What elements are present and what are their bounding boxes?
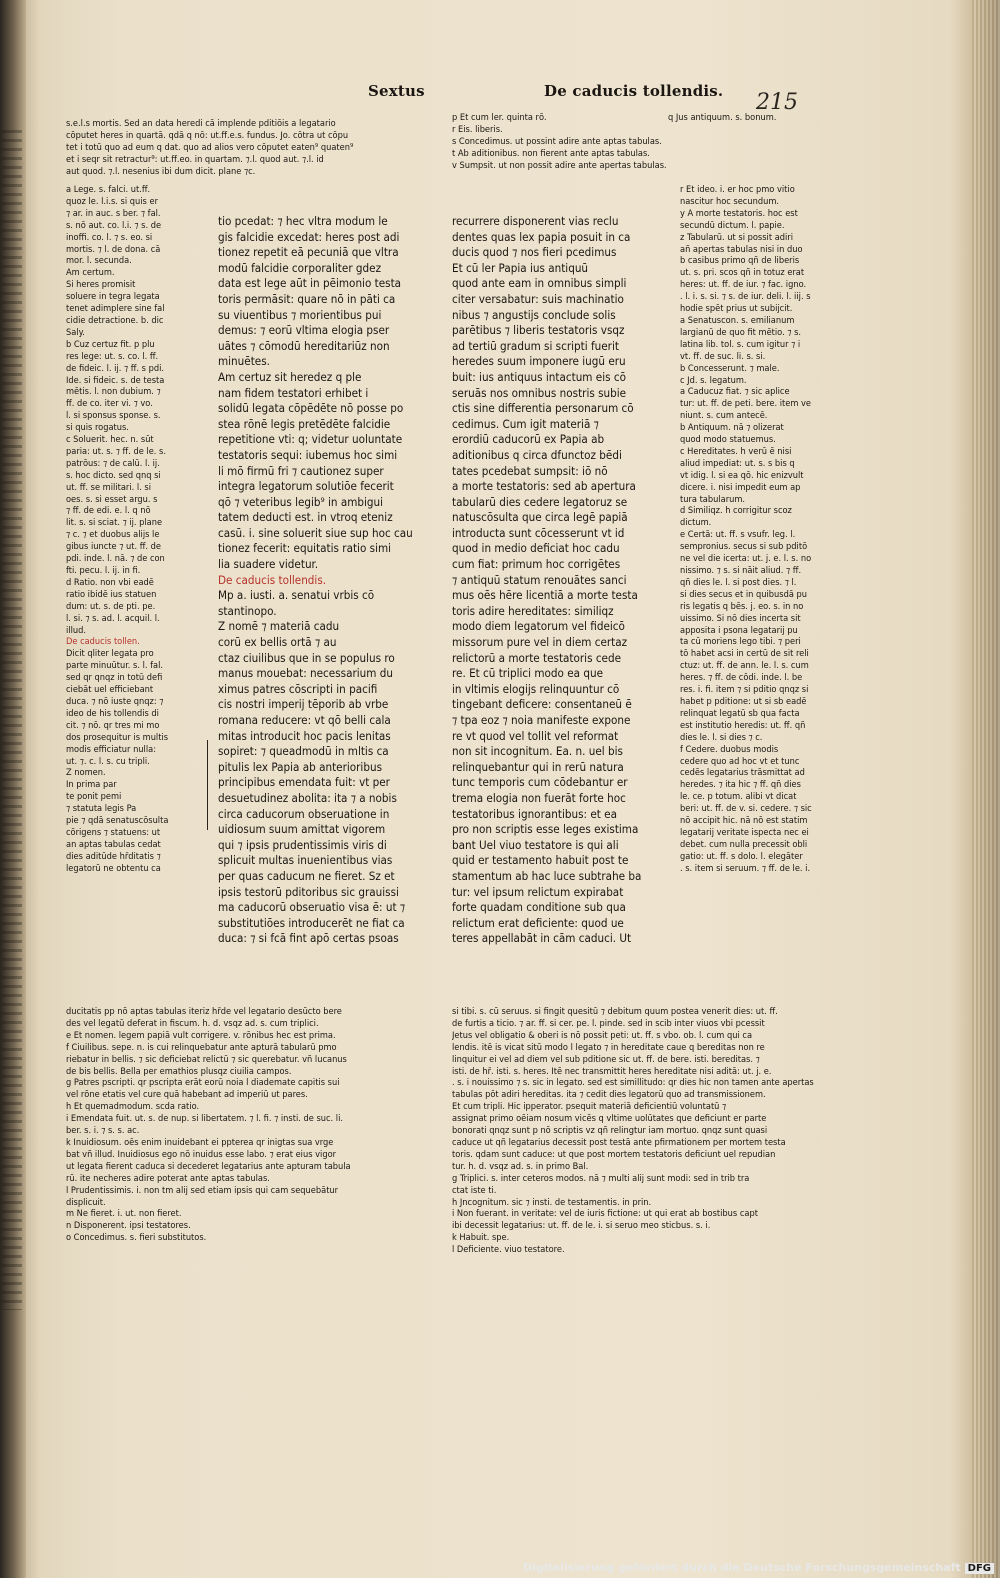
text-line: tabularū dies cedere legatoruz se — [452, 494, 628, 509]
text-line: buit: ius antiquus intactum eis cō — [452, 369, 626, 384]
text-line: sed qr qnqz in totū defi — [66, 672, 163, 684]
text-line: ne vel die icerta: ut. j. e. l. s. no — [680, 553, 812, 565]
text-line: testatoris sequi: iubemus hoc simi — [218, 447, 398, 462]
text-line: assignat primo oēiam nosum vicēs q vltime uolūtates que deficiunt er parte — [452, 1113, 767, 1125]
running-header-right: De caducis tollendis. — [544, 82, 724, 100]
text-line: su viuentibus ⁊ morientibus pui — [218, 307, 382, 322]
text-line: v Sumpsit. ut non possit adire ante apertas tabulas. — [452, 159, 667, 171]
digitization-credit — [523, 1561, 994, 1574]
text-line: s. nō aut. co. l.i. ⁊ s. de — [66, 219, 162, 231]
text-line: s. hoc dicto. sed qnq si — [66, 469, 161, 481]
text-line: b Cuz certuz fit. p plu — [66, 338, 155, 350]
text-line: a Caducuz fiat. ⁊ sic aplice — [680, 386, 790, 398]
text-line: quod modo statuemus. — [680, 434, 776, 446]
text-line: Dicit qliter legata pro — [66, 648, 154, 660]
text-line: i Non fuerant. in veritate: vel de iuris fictione: ut qui erat ab bostibus capt — [452, 1208, 758, 1220]
text-line: dentes quas lex papia posuit in ca — [452, 229, 631, 244]
text-line: cum fiat: primum hoc corrigētes — [452, 557, 621, 572]
text-line: tatem deducti est. in vtroq eteniz — [218, 510, 393, 525]
text-line: o Concedimus. s. fieri substitutos. — [66, 1232, 207, 1244]
text-line: erordiū caducorū ex Papia ab — [452, 432, 605, 447]
text-line: Z nomē ⁊ materiā cadu — [218, 619, 340, 634]
text-line: aditionibus q circa dfunctoz bēdi — [452, 447, 622, 462]
text-line: b casibus primo qñ de liberis — [680, 255, 800, 267]
text-line: rū. ite necheres adire poterat ante aptas tabulas. — [66, 1172, 270, 1184]
text-line: pro non scriptis esse leges existima — [452, 822, 639, 837]
text-line: cōrigens ⁊ statuens: ut — [66, 826, 161, 838]
text-line: De caducis tollendis. — [218, 572, 327, 587]
text-line: Am certuz sit heredez q ple — [218, 369, 362, 384]
text-line: habet p pditione: ut si sb eadē — [680, 695, 807, 707]
text-line: tur: vel ipsum relictum expirabat — [452, 884, 624, 899]
text-line: quid er testamento habuit post te — [452, 853, 629, 868]
text-line: pdi. inde. l. nā. ⁊ de con — [66, 553, 165, 565]
text-line: c Soluerit. hec. n. sūt — [66, 434, 154, 446]
text-line: romana reducere: vt qō belli cala — [218, 713, 391, 727]
text-line: in vltimis elogijs relinquuntur cō — [452, 681, 620, 696]
text-line: d Similiqz. h corrigitur scoz — [680, 505, 792, 517]
text-line: uātes ⁊ cōmodū hereditariūz non — [218, 338, 390, 353]
page-edge-stack — [972, 0, 1000, 1578]
text-line: t Ab aditionibus. non fierent ante aptas tabulas. — [452, 147, 650, 159]
text-line: e Certā: ut. ff. s vsufr. leg. l. — [680, 529, 796, 541]
text-line: duca: ⁊ si fcā fint apō certas psoas — [218, 931, 399, 946]
text-line: ut legata fierent caduca si decederet legatarius ante apturam tabula — [66, 1160, 351, 1172]
text-line: stamentum ab hac luce subtrahe ba — [452, 868, 642, 883]
text-line: l. si sponsus sponse. s. — [66, 410, 161, 422]
text-line: h Jncognitum. sic ⁊ insti. de testamentis. in prin. — [452, 1196, 652, 1208]
text-line: demus: ⁊ eorū vltima elogia pser — [218, 323, 390, 338]
text-line: ta cū moriens lego tibi. ⁊ peri — [680, 636, 801, 648]
text-line: Jetus vel obligatio & oberi is nō possit peti: ut. ff. s vbo. ob. l. cum qui ca — [452, 1029, 753, 1041]
text-line: p Et cum ler. quinta rō. — [452, 112, 547, 123]
text-line: tionez repetit eā pecuniā que vltra — [218, 245, 399, 260]
text-line: circa caducorum obseruatione in — [218, 806, 390, 821]
page-number: 215 — [756, 90, 798, 115]
text-line: relictum erat deficiente: quod ue — [452, 915, 624, 930]
text-line: legatorū ne obtentu ca — [66, 862, 161, 874]
text-line: relinquebantur qui in rerū natura — [452, 759, 624, 774]
text-line: li mō firmū fri ⁊ cautionez super — [218, 463, 384, 478]
text-line: lendis. itē is vicat sitū modo l legato ⁊ in hereditate caue q bereditas non re — [452, 1041, 765, 1053]
text-line: ⁊ tpa eoz ⁊ noia manifeste expone — [452, 713, 631, 727]
text-line: r Et ideo. i. er hoc pmo vitio — [680, 184, 795, 195]
text-line: . s. i nouissimo ⁊ s. sic in legato. sed est simillitudo: qr dies hic non tamen ante apertas — [452, 1077, 814, 1089]
text-line: sempronius. secus si sub pditō — [680, 541, 808, 553]
text-line: trema elogia non fuerāt forte hoc — [452, 790, 626, 805]
text-line: ctaz ciuilibus que in se populus ro — [218, 650, 395, 665]
text-line: ⁊ c. ⁊ et duobus alijs le — [66, 529, 160, 541]
text-line: res lege: ut. s. co. l. ff. — [66, 350, 159, 362]
text-line: cit. ⁊ nō. qr tres mi mo — [66, 719, 160, 731]
text-line: paria: ut. s. ⁊ ff. de le. s. — [66, 445, 166, 457]
text-line: ber. s. i. ⁊ s. s. ac. — [66, 1125, 140, 1137]
text-line: ma caducorū obseruatio visa ē: ut ⁊ — [218, 900, 406, 915]
text-line: non sit incognitum. Ea. n. uel bis — [452, 744, 623, 759]
text-line: nascitur hoc secundum. — [680, 195, 779, 207]
text-line: legatarij veritate ispecta nec ei — [680, 826, 809, 838]
text-line: si quis rogatus. — [66, 422, 129, 434]
text-line: Am certum. — [66, 267, 115, 279]
text-line: patrōus: ⁊ de calū. l. ij. — [66, 457, 160, 469]
text-line: sopiret: ⁊ queadmodū in mltis ca — [218, 744, 389, 759]
text-line: ducis quod ⁊ nos fieri pcedimus — [452, 245, 617, 260]
text-line: toris. qdam sunt caduce: ut que post mortem testatoris deficiunt uel repudian — [452, 1148, 776, 1160]
text-line: aliud impediat: ut. s. s bis q — [680, 457, 795, 469]
text-line: vt. ff. de suc. li. s. si. — [680, 350, 766, 362]
text-line: mitas introducit hoc pacis lenitas — [218, 728, 391, 743]
text-line: stantinopo. — [218, 603, 277, 618]
right-gloss-column — [680, 184, 850, 1006]
bottom-right-gloss — [452, 1006, 852, 1278]
left-gloss-column — [66, 184, 214, 1006]
text-line: substitutiōes introducerēt ne fiat ca — [218, 915, 405, 930]
facing-page-edge — [2, 130, 22, 1310]
text-line: seruās nos omnibus nostris subie — [452, 385, 627, 400]
text-line: est institutio heredis: ut. ff. qñ — [680, 719, 806, 731]
binding-gutter — [0, 0, 26, 1578]
dfg-logo: DFG — [965, 1563, 994, 1574]
text-line: ad tertiū gradum si scripti fuerit — [452, 338, 619, 353]
text-line: mus oēs hēre licentiā a morte testa — [452, 588, 638, 603]
text-line: ideo de his tollendis di — [66, 707, 159, 719]
text-line: heres. ⁊ ff. de cōdi. inde. l. be — [680, 672, 803, 684]
text-line: apposita i psona legatarij pu — [680, 624, 798, 636]
top-left-gloss — [66, 118, 448, 184]
text-line: per quas caducum ne fieret. Sz et — [218, 868, 395, 883]
text-line: a Senatuscon. s. emilianum — [680, 314, 795, 326]
text-line: Et cum tripli. Hic ipperator. psequit materiā deficientiū voluntatū ⁊ — [452, 1101, 727, 1113]
text-line: tabulas pōt adiri hereditas. ita ⁊ cedit dies legatorū quo ad transmissionem. — [452, 1089, 766, 1101]
text-line: tet i totū quo ad eum q dat. quo ad alios vero cōputet eaten⁹ quaten⁹ — [66, 141, 354, 153]
main-text-column-2 — [452, 214, 674, 1008]
main-text-column-1 — [218, 214, 448, 1008]
text-line: re vt quod vel tollit vel reformat — [452, 728, 619, 743]
text-line: vt idig. l. si ea qō. hic enizvult — [680, 469, 804, 481]
text-line: tio pcedat: ⁊ hec vltra modum le — [218, 214, 388, 228]
text-line: teres appellabāt in cām caduci. Ut — [452, 931, 632, 946]
text-line: ⁊ ff. de edi. e. l. q nō — [66, 505, 151, 517]
text-line: tionez fecerit: equitatis ratio simi — [218, 541, 392, 556]
text-line: g Patres pscripti. qr pscripta erāt eorū noia l diademate capitis sui — [66, 1077, 340, 1089]
text-line: dicere. i. nisi impedit eum ap — [680, 481, 801, 493]
text-line: lit. s. si sciat. ⁊ ij. plane — [66, 517, 163, 529]
text-line: heres: ut. ff. de iur. ⁊ fac. igno. — [680, 279, 807, 291]
text-line: s Concedimus. ut possint adire ante aptas tabulas. — [452, 135, 662, 147]
text-line: bant Uel viuo testatore is qui ali — [452, 837, 619, 852]
text-line: s.e.l.s mortis. Sed an data heredi cā implende pditiōis a legatario — [66, 118, 336, 129]
text-line: f Ciuilibus. sepe. n. is cui relinquebatur ante apturā tabularū pmo — [66, 1041, 337, 1053]
text-line: toris permāsit: quare nō in pāti ca — [218, 291, 396, 306]
text-line: dos prosequitur is multis — [66, 731, 169, 743]
text-line: z Tabularū. ut si possit adiri — [680, 231, 793, 243]
text-line: m Ne fieret. i. ut. non fieret. — [66, 1208, 182, 1220]
text-line: desuetudinez abolita: ita ⁊ a nobis — [218, 790, 397, 805]
text-line: oes. s. si esset argu. s — [66, 493, 158, 505]
text-line: corū ex bellis ortā ⁊ au — [218, 635, 337, 650]
text-line: tenet adimplere sine fal — [66, 303, 165, 315]
text-line: uissimo. Si nō dies incerta sit — [680, 612, 801, 624]
text-line: b Antiquum. nā ⁊ olizerat — [680, 422, 784, 434]
text-line: ciebāt uel efficiebant — [66, 684, 154, 696]
text-line: isti. de hr̄. isti. s. heres. Itē nec transmittit heres hereditate nisi aditā: ut. j. e. — [452, 1065, 772, 1077]
text-line: gibus iuncte ⁊ ut. ff. de — [66, 541, 161, 553]
text-line: natuscōsulta que circa legē papiā — [452, 510, 628, 525]
text-line: ratio ibidē ius statuen — [66, 588, 157, 600]
text-line: a morte testatoris: sed ab apertura — [452, 479, 636, 494]
text-line: lia suadere videtur. — [218, 557, 319, 572]
text-line: a Lege. s. falci. ut.ff. — [66, 184, 151, 195]
text-line: data est lege aūt in pēimonio testa — [218, 276, 402, 291]
text-line: b Concesserunt. ⁊ male. — [680, 362, 780, 374]
text-line: i Emendata fuit. ut. s. de nup. si libertatem. ⁊ l. fi. ⁊ insti. de suc. li. — [66, 1113, 344, 1125]
text-line: ⁊ antiquū statum renouātes sanci — [452, 572, 627, 587]
text-line: soluere in tegra legata — [66, 291, 160, 303]
text-line: ut. ⁊. c. l. s. cu tripli. — [66, 755, 150, 767]
text-line: cedēs legatarius trāsmittat ad — [680, 767, 805, 779]
text-line: aut quod. ⁊.l. nesenius ibi dum dicit. plane ⁊c. — [66, 165, 256, 177]
text-line: tunc temporis cum cōdebantur er — [452, 775, 628, 790]
text-line: k Inuidiosum. oēs enim inuidebant ei ppterea qr inigtas sua vrge — [66, 1136, 334, 1148]
bottom-left-gloss — [66, 1006, 448, 1278]
text-line: pie ⁊ qdā senatuscōsulta — [66, 815, 169, 827]
text-line: e Et nomen. legem papiā vult corrigere. v. rōnibus hec est prima. — [66, 1029, 336, 1041]
text-line: ris legatis q bēs. j. eo. s. in no — [680, 600, 804, 612]
text-line: manus mouebat: necessarium du — [218, 666, 393, 681]
text-line: relictorū a morte testatoris cede — [452, 650, 622, 665]
text-line: c Jd. s. legatum. — [680, 374, 747, 386]
text-line: mor. l. secunda. — [66, 255, 132, 267]
text-line: quod ante eam in omnibus simpli — [452, 276, 627, 291]
text-line: dies le. l. si dies ⁊ c. — [680, 731, 763, 743]
text-line: cidie detractione. b. dic — [66, 314, 164, 326]
text-line: h Et quemadmodum. scda ratio. — [66, 1101, 200, 1113]
text-line: g Triplici. s. inter ceteros modos. nā ⁊ multi alij sunt modi: sed in trib tra — [452, 1172, 750, 1184]
text-line: dictum. — [680, 517, 712, 529]
text-line: dum: ut. s. de pti. pe. — [66, 600, 156, 612]
text-line: testatoribus ignorantibus: et ea — [452, 806, 617, 821]
running-header-left: Sextus — [368, 82, 425, 100]
text-line: ducitatis pp nō aptas tabulas iteriz hr̄de vel legatario desūcto bere — [66, 1006, 342, 1017]
text-line: Si heres promisit — [66, 279, 136, 291]
text-line: casū. i. sine soluerit siue sup hoc cau — [218, 525, 413, 540]
text-line: gatio: ut. ff. s dolo. l. elegāter — [680, 850, 803, 862]
text-line: cōputet heres in quartā. qdā q nō: ut.ff.e.s. fundus. Jo. cōtra ut cōpu — [66, 129, 349, 141]
text-line: fti. pecu. l. ij. in fi. — [66, 565, 141, 576]
text-line: re. Et cū triplici modo ea que — [452, 666, 603, 681]
text-line: splicuit multas inuenientibus vias — [218, 853, 393, 868]
text-line: pitulis lex Papia ab anterioribus — [218, 759, 382, 774]
text-line: vel rōne etatis vel cure quā habebant ad imperiū ut pares. — [66, 1089, 308, 1101]
text-line: l. si. ⁊ s. ad. l. acquil. l. — [66, 612, 160, 624]
credit-text: Digitalisierung gefördert durch die Deutsche Forschungsgemeinschaft — [522, 1561, 961, 1574]
text-line: ⁊ statuta legis Pa — [66, 803, 137, 815]
text-line: secundū dictum. l. papie. — [680, 219, 785, 231]
text-line: Ide. si fideic. s. de testa — [66, 374, 165, 386]
text-line: tur. h. d. vsqz ad. s. in primo Bal. — [452, 1160, 589, 1172]
text-line: ⁊ ar. in auc. s ber. ⁊ fal. — [66, 207, 161, 219]
text-line: . s. item si seruum. ⁊ ff. de le. i. — [680, 862, 811, 874]
text-line: le. ce. p totum. alibi vt dicat — [680, 791, 797, 803]
text-line: riebatur in bellis. ⁊ sic deficiebat relictū ⁊ sic querebatur. vñ lucanus — [66, 1053, 347, 1065]
text-line: y A morte testatoris. hoc est — [680, 207, 798, 219]
text-line: nibus ⁊ angustijs conclude solis — [452, 307, 616, 322]
text-line: modū falcidie corporaliter gdez — [218, 260, 382, 275]
text-line: bonorati qnqz sunt p nō scriptis vz qñ relingtur iam mortuo. qnqz sunt quasi — [452, 1125, 768, 1137]
text-line: te ponit pemi — [66, 791, 122, 803]
text-line: ibi decessit legatarius: ut. ff. de le. i. si seruo meo sticbus. s. i. — [452, 1220, 711, 1232]
text-line: recurrere disponerent vias reclu — [452, 214, 619, 228]
text-line: dies aditūde hr̄ditatis ⁊ — [66, 850, 161, 862]
text-line: añ apertas tabulas nisi in duo — [680, 243, 803, 255]
text-line: l Deficiente. viuo testatore. — [452, 1244, 565, 1256]
text-line: tura tabularum. — [680, 493, 746, 505]
text-line: ctis sine differentia personarum cō — [452, 401, 634, 416]
text-line: debet. cum nulla precessit obli — [680, 838, 808, 850]
text-line: principibus emendata fuit: vt per — [218, 775, 390, 790]
text-line: tates pcedebat sumpsit: iō nō — [452, 463, 608, 478]
text-line: illud. — [66, 624, 87, 636]
text-line: nissimo. ⁊ s. si nāit aliud. ⁊ ff. — [680, 565, 802, 576]
text-line: stea rōnē legis pretēdēte falcidie — [218, 416, 391, 431]
text-line: ut. ff. se militari. l. si — [66, 481, 152, 493]
text-line: n Disponerent. ipsi testatores. — [66, 1220, 191, 1232]
text-line: Z nomen. — [66, 767, 106, 779]
text-line: cedimus. Cum igit materiā ⁊ — [452, 416, 599, 431]
text-line: uidiosum suum amittat vigorem — [218, 822, 386, 837]
text-line: si dies secus et in quibusdā pu — [680, 588, 808, 600]
margin-bracket — [207, 740, 214, 830]
text-line: modis efficiatur nulla: — [66, 743, 156, 755]
text-line: forte quadam conditione sub qua — [452, 900, 626, 915]
text-line: cedere quo ad hoc vt et tunc — [680, 755, 800, 767]
text-line: relinquat legatū sb qua facta — [680, 707, 800, 719]
text-line: Saly. — [66, 326, 85, 338]
text-line: displicuit. — [66, 1196, 106, 1208]
text-line: ctat iste ti. — [452, 1184, 497, 1196]
text-line: caduce ut qñ legatarius decessit post testā ante pfirmationem per mortem testa — [452, 1136, 786, 1148]
text-line: toris adire hereditates: similiqz — [452, 603, 614, 618]
text-line: de bis bellis. Bella per emathios plusqz ciuilia campos. — [66, 1065, 292, 1077]
text-line: heredes. ⁊ ita hic ⁊ ff. qñ dies — [680, 779, 801, 791]
text-line: beri: ut. ff. de v. si. cedere. ⁊ sic — [680, 803, 812, 815]
text-line: an aptas tabulas cedat — [66, 838, 161, 850]
text-line: In prima par — [66, 779, 117, 791]
text-line: nō accipit hic. nā nō est statim — [680, 815, 808, 827]
text-line: latina lib. tol. s. cum igitur ⁊ i — [680, 338, 801, 350]
text-line: de fideic. l. ij. ⁊ ff. s pdi. — [66, 362, 165, 374]
top-far-right-note — [668, 112, 838, 126]
text-line: introducta sunt cōcesserunt vt id — [452, 525, 625, 540]
text-line: . l. i. s. si. ⁊ s. de iur. deli. l. iij. s — [680, 291, 811, 303]
text-line: niunt. s. cum antecē. — [680, 410, 768, 422]
text-line: quoz le. l.i.s. si quis er — [66, 195, 158, 207]
text-line: integra legatorum solutiōe fecerit — [218, 479, 394, 494]
text-line: minuētes. — [218, 354, 270, 369]
text-line: parte minuūtur. s. l. fal. — [66, 660, 164, 672]
text-line: Et cū ler Papia ius antiquū — [452, 260, 589, 275]
text-line: nam fidem testatori erhibet i — [218, 385, 369, 400]
text-line: ximus patres cōscripti in pacifi — [218, 681, 378, 696]
text-line: qñ dies le. l. si post dies. ⁊ l. — [680, 576, 797, 588]
text-line: res. i. fi. item ⁊ si pditio qnqz si — [680, 684, 809, 696]
top-right-notes — [452, 112, 672, 184]
text-line: Mp a. iusti. a. senatui vrbis cō — [218, 588, 375, 603]
text-line: bat vñ illud. Inuidiosus ego nō inuidus esse labo. ⁊ erat eius vigor — [66, 1148, 337, 1160]
text-line: repetitione vti: q; videtur uoluntate — [218, 432, 403, 447]
text-line: gis falcidie excedat: heres post adi — [218, 229, 400, 244]
text-line: ctuz: ut. ff. de ann. le. l. s. cum — [680, 660, 809, 672]
text-line: tō habet acsi in certū de sit reli — [680, 648, 809, 660]
text-line: parētibus ⁊ liberis testatoris vsqz — [452, 323, 625, 338]
text-line: tur: ut. ff. de peti. bere. item ve — [680, 398, 812, 410]
text-line: solidū legata cōpēdēte nō posse po — [218, 401, 404, 416]
text-line: et i seqr sit retractur⁹: ut.ff.eo. in quartam. ⁊.l. quod aut. ⁊.l. id — [66, 153, 324, 165]
text-line: si tibi. s. cū seruus. si fingit quesitū ⁊ debitum quum postea venerit dies: ut. ff. — [452, 1006, 778, 1017]
text-line: heredes suum imponere iugū eru — [452, 354, 626, 369]
text-line: c Hereditates. h verū ē nisi — [680, 445, 792, 457]
text-line: mortis. ⁊ l. de dona. cā — [66, 243, 161, 255]
text-line: l Prudentissimis. i. non tm alij sed etiam ipsis qui cam sequebātur — [66, 1184, 339, 1196]
text-line: cis nostri imperij tēporib ab vrbe — [218, 697, 389, 712]
text-line: ipsis testorū pditoribus sic grauissi — [218, 884, 399, 899]
text-line: f Cedere. duobus modis — [680, 743, 779, 755]
text-line: tingebant deficere: consentaneū ē — [452, 697, 632, 712]
text-line: hodie spēt prius ut subijcit. — [680, 303, 793, 315]
text-line: largianū de quo fit mētio. ⁊ s. — [680, 326, 801, 338]
text-line: modo diem legatorum vel fideicō — [452, 619, 625, 634]
text-line: qui ⁊ ipsis prudentissimis viris di — [218, 837, 387, 852]
text-line: d Ratio. non vbi eadē — [66, 576, 154, 588]
text-line: r Eis. liberis. — [452, 123, 503, 135]
text-line: k Habuit. spe. — [452, 1232, 510, 1244]
text-line: quod in medio deficiat hoc cadu — [452, 541, 620, 556]
text-line: ut. s. pri. scos qñ in totuz erat — [680, 267, 805, 279]
text-line: qō ⁊ veteribus legib⁹ in ambigui — [218, 494, 384, 509]
text-line: mētis. l. non dubium. ⁊ — [66, 386, 161, 398]
text-line: citer versabatur: suis machinatio — [452, 291, 624, 306]
text-line: duca. ⁊ nō iuste qnqz: ⁊ — [66, 695, 164, 707]
text-line: De caducis tollen. — [66, 636, 140, 648]
text-line: ff. de co. iter vi. ⁊ vo. — [66, 398, 153, 410]
text-line: des vel legatū deferat in fiscum. h. d. vsqz ad. s. cum triplici. — [66, 1017, 319, 1029]
text-line: q Jus antiquum. s. bonum. — [668, 112, 777, 123]
text-line: de furtis a ticio. ⁊ ar. ff. si cer. pe. l. pinde. sed in scib inter viuos vbi pcessit — [452, 1017, 765, 1029]
text-line: inoffi. co. l. ⁊ s. eo. si — [66, 231, 153, 243]
text-line: linquitur ei vel ad diem vel sub pditione sic ut. ff. de bere. isti. bereditas. ⁊ — [452, 1053, 760, 1065]
text-line: missorum pure vel in diem certaz — [452, 635, 628, 650]
